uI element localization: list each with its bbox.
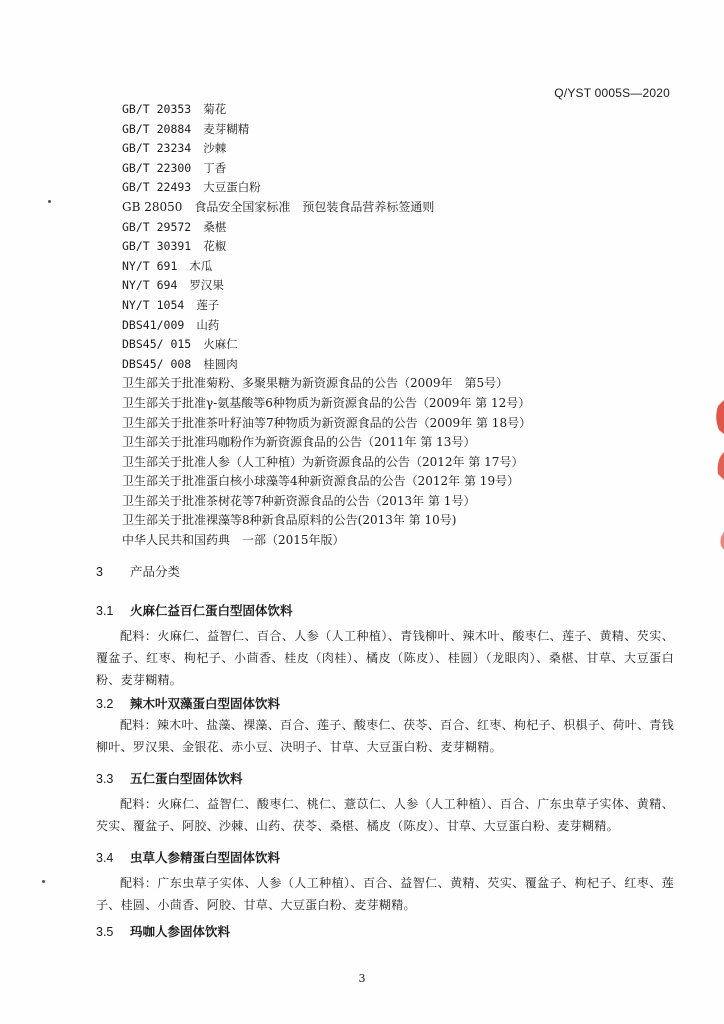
reference-item [122, 218, 682, 238]
subsection-heading [96, 922, 230, 940]
reference-code: GB/T 29572 [122, 219, 192, 234]
normative-references-list [122, 100, 682, 551]
subsection-number: 3.1 [96, 604, 114, 618]
reference-item [122, 453, 682, 473]
reference-title: 麦芽糊精 [203, 121, 250, 136]
reference-title: 大豆蛋白粉 [203, 180, 261, 195]
subsection-number: 3.4 [96, 851, 114, 865]
subsection-title: 玛咖人参固体饮料 [130, 925, 231, 939]
reference-title: 卫生部关于批准人参（人工种植）为新资源食品的公告（2012年 第 17号） [122, 454, 524, 469]
standard-code: Q/YST 0005S—2020 [554, 86, 670, 100]
reference-item [122, 178, 682, 198]
reference-title: 桑椹 [203, 219, 227, 234]
page-number: 3 [358, 972, 366, 985]
reference-item [122, 414, 682, 434]
reference-title: 罗汉果 [189, 278, 224, 293]
reference-title: 花椒 [203, 239, 227, 254]
subsection-title: 火麻仁益百仁蛋白型固体饮料 [130, 604, 293, 618]
reference-title: 中华人民共和国药典 一部（2015年版） [122, 533, 345, 548]
reference-title: 卫生部关于批准玛咖粉作为新资源食品的公告（2011年 第 13号） [122, 435, 476, 450]
reference-title: 卫生部关于批准γ-氨基酸等6种物质为新资源食品的公告（2009年 第 12号） [122, 395, 531, 410]
reference-item [122, 433, 682, 453]
reference-code: GB/T 20884 [122, 121, 192, 136]
reference-title: 卫生部关于批准茶叶籽油等7种物质为新资源食品的公告（2009年 第 18号） [122, 415, 532, 430]
section-heading [96, 562, 180, 580]
subsection-number: 3.5 [96, 925, 114, 939]
subsection-heading [96, 848, 280, 866]
ingredients-paragraph: 配料：辣木叶、盐藻、裸藻、百合、莲子、酸枣仁、茯苓、百合、红枣、枸杞子、枳椇子、荷叶、青钱柳叶、罗汉果、金银花、赤小豆、决明子、甘草、大豆蛋白粉、麦芽糊精。 [96, 718, 674, 754]
scan-speck [48, 200, 51, 203]
reference-title: 卫生部关于批准裸藻等8种新食品原料的公告(2013年 第 10号) [122, 513, 457, 528]
reference-item [122, 316, 682, 336]
reference-code: NY/T 691 [122, 258, 178, 273]
reference-code: GB/T 22300 [122, 160, 192, 175]
subsection-heading [96, 694, 280, 712]
reference-item [122, 237, 682, 257]
reference-item [122, 492, 682, 512]
reference-title: 沙棘 [203, 141, 227, 156]
reference-code: GB 28050 [122, 199, 183, 214]
subsection-number: 3.2 [96, 697, 114, 711]
reference-title: 丁香 [203, 160, 227, 175]
reference-item [122, 100, 682, 120]
reference-item [122, 355, 682, 375]
scan-speck [42, 880, 45, 883]
reference-item [122, 531, 682, 551]
reference-title: 菊花 [203, 102, 227, 116]
subsection-heading [96, 601, 293, 619]
reference-item [122, 374, 682, 394]
reference-item [122, 276, 682, 296]
reference-item [122, 472, 682, 492]
reference-code: NY/T 1054 [122, 297, 185, 312]
reference-item [122, 296, 682, 316]
reference-code: NY/T 694 [122, 278, 178, 293]
subsection-title: 辣木叶双藻蛋白型固体饮料 [130, 697, 281, 711]
subsection-heading [96, 769, 243, 787]
reference-item [122, 198, 682, 218]
reference-code: DBS45/ 008 [122, 356, 192, 371]
reference-item [122, 335, 682, 355]
ingredients-paragraph: 配料：广东虫草子实体、人参（人工种植）、百合、益智仁、黄精、芡实、覆盆子、枸杞子、红枣、莲子、桂圆、小茴香、阿胶、甘草、大豆蛋白粉、麦芽糊精。 [96, 876, 674, 912]
red-seal-edge [710, 400, 724, 550]
reference-title: 桂圆肉 [203, 356, 238, 371]
reference-title: 卫生部关于批准茶树花等7种新资源食品的公告（2013年 第 1号） [122, 493, 476, 508]
reference-title: 莲子 [196, 297, 220, 312]
reference-item [122, 139, 682, 159]
section-number: 3 [96, 565, 103, 579]
reference-code: GB/T 20353 [122, 102, 192, 116]
reference-code: DBS41/009 [122, 317, 185, 332]
reference-item [122, 257, 682, 277]
ingredients-paragraph: 配料：火麻仁、益智仁、酸枣仁、桃仁、薏苡仁、人参（人工种植）、百合、广东虫草子实体、黄精、芡实、覆盆子、阿胶、沙棘、山药、茯苓、桑椹、橘皮（陈皮）、甘草、大豆蛋白粉、麦芽糊精。 [96, 797, 674, 833]
reference-code: GB/T 30391 [122, 239, 192, 254]
section-title: 产品分类 [130, 565, 181, 579]
reference-code: GB/T 23234 [122, 141, 192, 156]
reference-title: 卫生部关于批准蛋白核小球藻等4种新资源食品的公告（2012年 第 19号） [122, 474, 520, 489]
reference-title: 木瓜 [189, 258, 213, 273]
reference-item [122, 159, 682, 179]
reference-title: 食品安全国家标准 预包装食品营养标签通则 [194, 199, 435, 214]
reference-title: 山药 [196, 317, 220, 332]
reference-title: 卫生部关于批准菊粉、多聚果糖为新资源食品的公告（2009年 第5号） [122, 376, 509, 391]
reference-code: DBS45/ 015 [122, 337, 192, 352]
ingredients-paragraph: 配料：火麻仁、益智仁、百合、人参（人工种植）、青钱柳叶、辣木叶、酸枣仁、莲子、黄精、芡实、覆盆子、红枣、枸杞子、小茴香、桂皮（肉桂）、橘皮（陈皮）、桂圆）（龙眼肉）、桑椹、甘草、大豆蛋白粉、麦芽糊精。 [96, 629, 674, 687]
reference-item [122, 394, 682, 414]
subsection-number: 3.3 [96, 772, 114, 786]
subsection-title: 五仁蛋白型固体饮料 [130, 772, 243, 786]
subsection-title: 虫草人参精蛋白型固体饮料 [130, 851, 281, 865]
reference-item [122, 120, 682, 140]
reference-item [122, 511, 682, 531]
reference-title: 火麻仁 [203, 337, 238, 352]
reference-code: GB/T 22493 [122, 180, 192, 195]
